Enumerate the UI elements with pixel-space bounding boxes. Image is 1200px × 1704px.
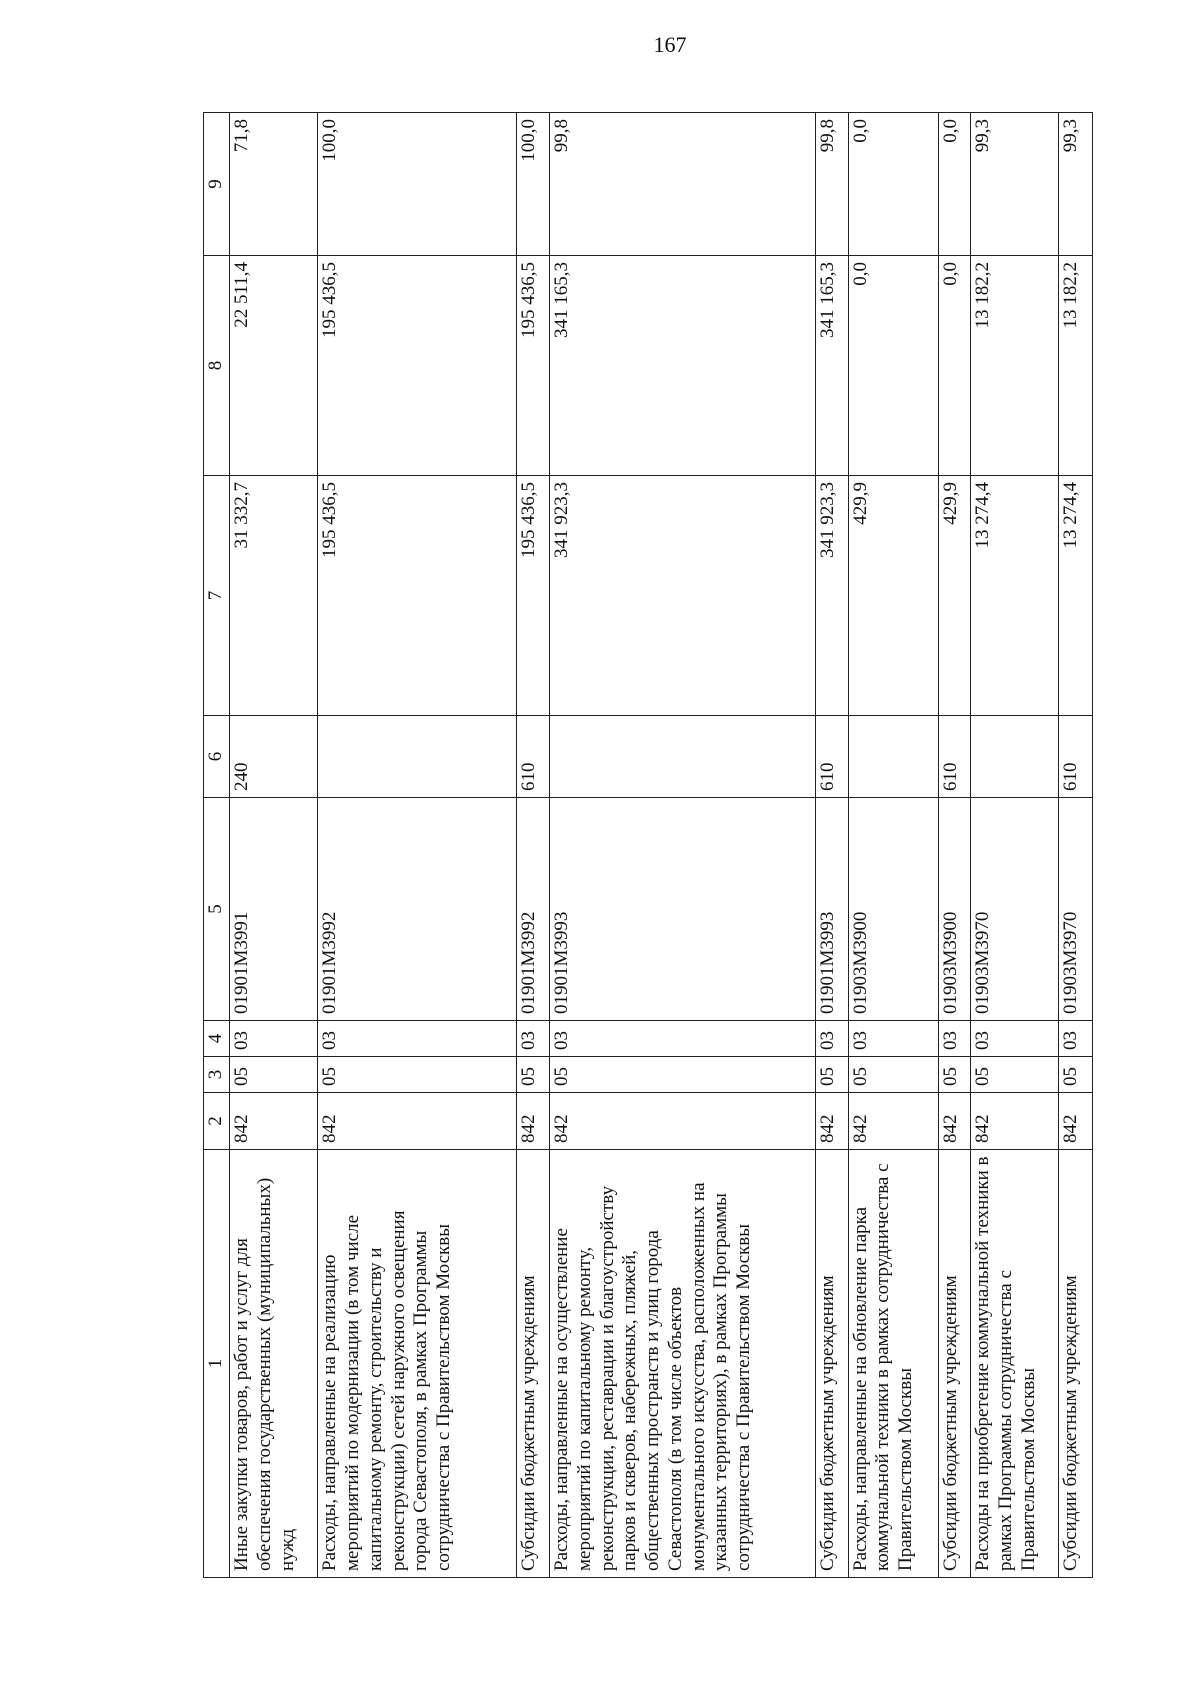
row-description: Расходы, направленные на реализацию мероприятий по модернизации (в том числе капитальному ремонту, строительству и реконструкции) сетей наружного освещения города Севастополя, в рамках Программы сотрудничества с Правительством Москвы [318, 1150, 517, 1578]
section-code: 05 [1059, 1057, 1093, 1093]
table-row [971, 113, 1059, 1578]
subsection-code: 03 [549, 1021, 815, 1057]
planned-amount: 13 274,4 [1059, 476, 1093, 716]
planned-amount: 195 436,5 [517, 476, 549, 716]
ministry-code: 842 [1059, 1093, 1093, 1150]
executed-amount: 13 182,2 [971, 256, 1059, 476]
section-code: 05 [517, 1057, 549, 1093]
ministry-code: 842 [549, 1093, 815, 1150]
target-article-code: 01903М3900 [938, 798, 970, 1021]
planned-amount: 341 923,3 [816, 476, 848, 716]
subsection-code: 03 [517, 1021, 549, 1057]
executed-amount: 22 511,4 [230, 256, 318, 476]
table-row [1059, 113, 1093, 1578]
ministry-code: 842 [318, 1093, 517, 1150]
target-article-code: 01903М3970 [1059, 798, 1093, 1021]
executed-amount: 341 165,3 [816, 256, 848, 476]
header-cell: 4 [204, 1021, 230, 1057]
expense-type-code: 610 [1059, 716, 1093, 798]
subsection-code: 03 [318, 1021, 517, 1057]
section-code: 05 [971, 1057, 1059, 1093]
section-code: 05 [318, 1057, 517, 1093]
executed-amount: 0,0 [938, 256, 970, 476]
execution-percent: 100,0 [318, 113, 517, 256]
executed-amount: 0,0 [848, 256, 938, 476]
table-row [816, 113, 848, 1578]
row-description: Субсидии бюджетным учреждениям [1059, 1150, 1093, 1578]
table-row [549, 113, 815, 1578]
target-article-code: 01903М3900 [848, 798, 938, 1021]
header-cell: 7 [204, 476, 230, 716]
section-code: 05 [816, 1057, 848, 1093]
execution-percent: 99,8 [816, 113, 848, 256]
header-cell: 2 [204, 1093, 230, 1150]
target-article-code: 01903М3970 [971, 798, 1059, 1021]
expense-type-code: 610 [517, 716, 549, 798]
ministry-code: 842 [816, 1093, 848, 1150]
target-article-code: 01901М3992 [517, 798, 549, 1021]
section-code: 05 [549, 1057, 815, 1093]
header-cell: 5 [204, 798, 230, 1021]
table-row [517, 113, 549, 1578]
planned-amount: 429,9 [848, 476, 938, 716]
ministry-code: 842 [848, 1093, 938, 1150]
header-cell: 9 [204, 113, 230, 256]
ministry-code: 842 [938, 1093, 970, 1150]
header-row [204, 113, 230, 1578]
target-article-code: 01901М3991 [230, 798, 318, 1021]
row-description: Субсидии бюджетным учреждениям [517, 1150, 549, 1578]
section-code: 05 [848, 1057, 938, 1093]
executed-amount: 195 436,5 [517, 256, 549, 476]
subsection-code: 03 [848, 1021, 938, 1057]
planned-amount: 429,9 [938, 476, 970, 716]
ministry-code: 842 [971, 1093, 1059, 1150]
budget-table [203, 112, 1093, 1578]
expense-type-code [549, 716, 815, 798]
execution-percent: 71,8 [230, 113, 318, 256]
row-description: Расходы, направленные на обновление парка коммунальной техники в рамках сотрудничества с Правительством Москвы [848, 1150, 938, 1578]
header-cell: 3 [204, 1057, 230, 1093]
planned-amount: 13 274,4 [971, 476, 1059, 716]
subsection-code: 03 [230, 1021, 318, 1057]
execution-percent: 0,0 [848, 113, 938, 256]
subsection-code: 03 [816, 1021, 848, 1057]
execution-percent: 99,3 [971, 113, 1059, 256]
target-article-code: 01901М3993 [816, 798, 848, 1021]
ministry-code: 842 [230, 1093, 318, 1150]
section-code: 05 [938, 1057, 970, 1093]
row-description: Расходы, направленные на осуществление мероприятий по капитальному ремонту, реконструкции, реставрации и благоустройству парков и скверов, набережных, пляжей, общественных пространств и улиц города Севастополя (в том числе объектов монументального искусства, расположенных на указанных территориях), в рамках Программы сотрудничества с Правительством Москвы [549, 1150, 815, 1578]
executed-amount: 13 182,2 [1059, 256, 1093, 476]
table-row [848, 113, 938, 1578]
row-description: Расходы на приобретение коммунальной техники в рамках Программы сотрудничества с Правительством Москвы [971, 1150, 1059, 1578]
rotated-table-wrapper [203, 113, 1093, 1578]
planned-amount: 31 332,7 [230, 476, 318, 716]
subsection-code: 03 [971, 1021, 1059, 1057]
header-cell: 8 [204, 256, 230, 476]
expense-type-code [848, 716, 938, 798]
subsection-code: 03 [938, 1021, 970, 1057]
ministry-code: 842 [517, 1093, 549, 1150]
execution-percent: 100,0 [517, 113, 549, 256]
target-article-code: 01901М3992 [318, 798, 517, 1021]
expense-type-code: 610 [938, 716, 970, 798]
execution-percent: 99,8 [549, 113, 815, 256]
table-row [318, 113, 517, 1578]
expense-type-code [971, 716, 1059, 798]
row-description: Иные закупки товаров, работ и услуг для обеспечения государственных (муниципальных) нужд [230, 1150, 318, 1578]
expense-type-code [318, 716, 517, 798]
executed-amount: 195 436,5 [318, 256, 517, 476]
execution-percent: 0,0 [938, 113, 970, 256]
rotated-table-frame [203, 113, 1093, 1578]
row-description: Субсидии бюджетным учреждениям [816, 1150, 848, 1578]
execution-percent: 99,3 [1059, 113, 1093, 256]
table-row [938, 113, 970, 1578]
header-cell: 6 [204, 716, 230, 798]
expense-type-code: 240 [230, 716, 318, 798]
row-description: Субсидии бюджетным учреждениям [938, 1150, 970, 1578]
page-number: 167 [653, 32, 687, 57]
subsection-code: 03 [1059, 1021, 1093, 1057]
planned-amount: 341 923,3 [549, 476, 815, 716]
target-article-code: 01901М3993 [549, 798, 815, 1021]
executed-amount: 341 165,3 [549, 256, 815, 476]
section-code: 05 [230, 1057, 318, 1093]
header-cell: 1 [204, 1150, 230, 1578]
expense-type-code: 610 [816, 716, 848, 798]
planned-amount: 195 436,5 [318, 476, 517, 716]
table-row [230, 113, 318, 1578]
